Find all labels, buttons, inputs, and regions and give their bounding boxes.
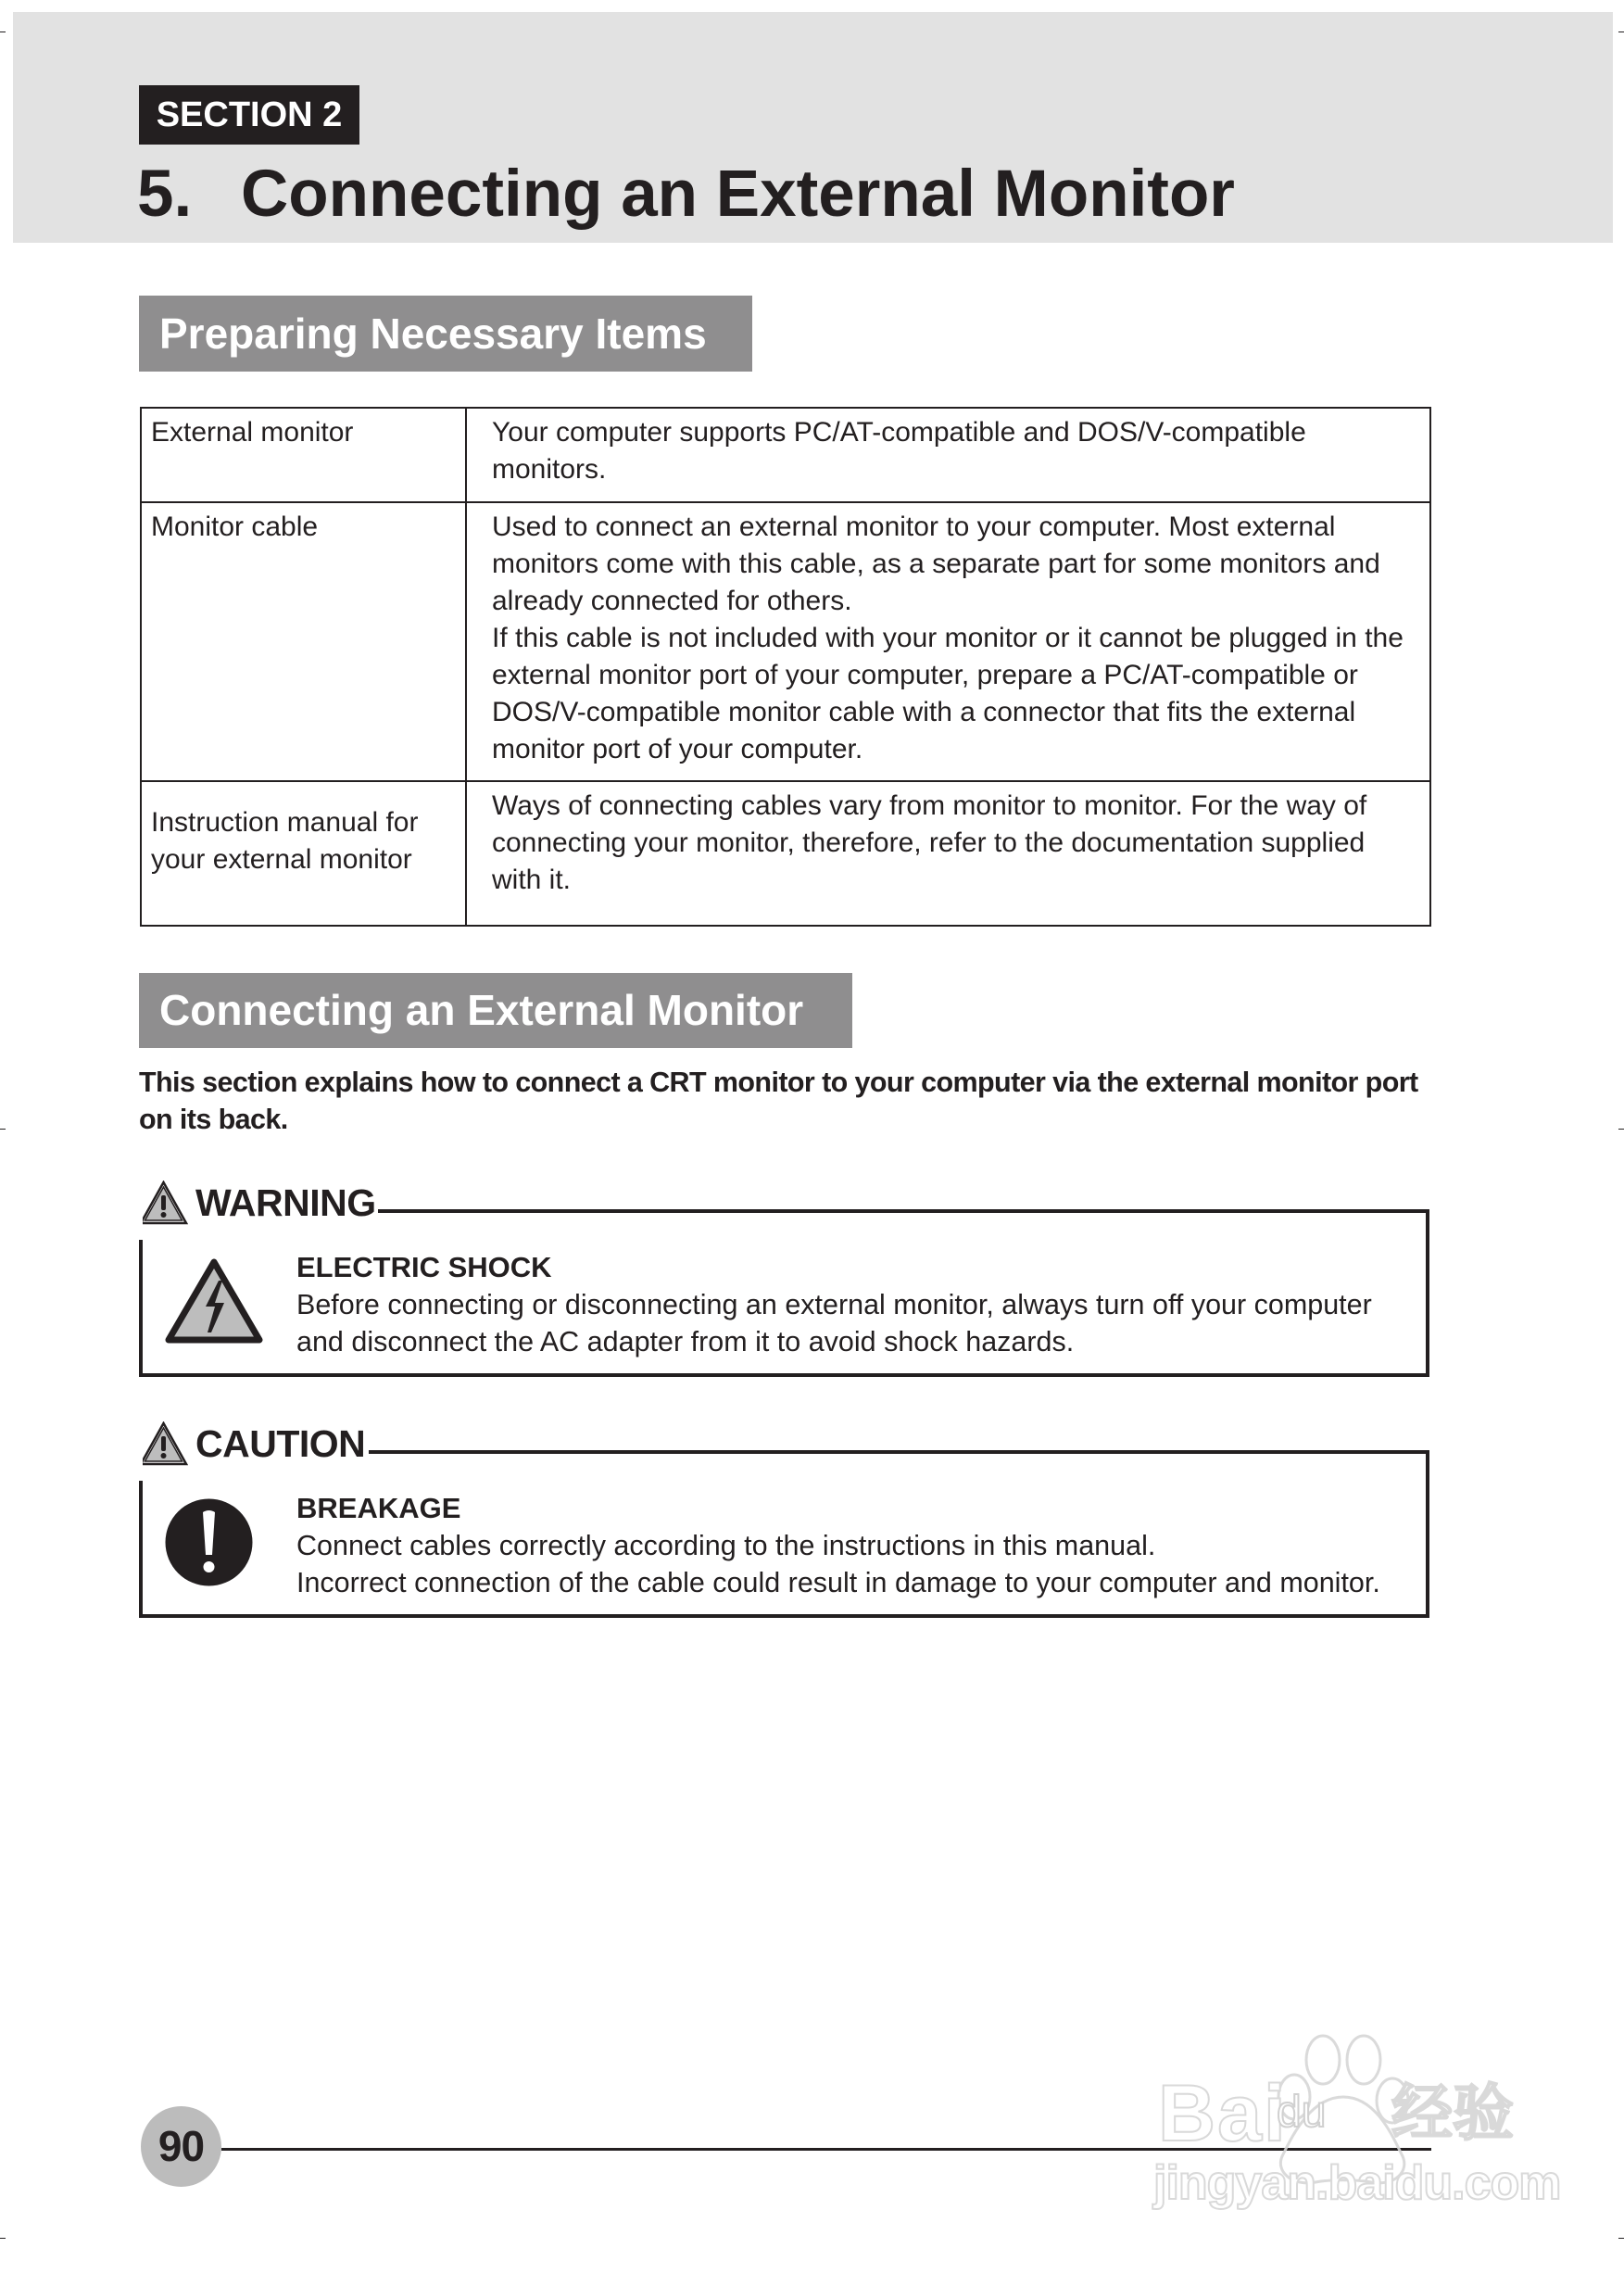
section-heading-preparing: Preparing Necessary Items xyxy=(139,296,752,372)
crop-mark xyxy=(0,2238,6,2239)
box-gap xyxy=(139,1453,143,1481)
warning-title: ELECTRIC SHOCK xyxy=(296,1251,552,1283)
crop-mark xyxy=(0,1129,6,1130)
page-number: 90 xyxy=(141,2106,221,2187)
intro-paragraph: This section explains how to connect a CRT monitor to your computer via the external monitor port on its back. xyxy=(139,1067,1418,1135)
item-description-para: If this cable is not included with your monitor or it cannot be plugged in the external monitor port of your computer, prepare a PC/AT-compatible or DOS/V-compatible monitor cable with a connector that fits the external monitor port of your computer. xyxy=(492,623,1404,764)
caution-label: CAUTION xyxy=(195,1422,366,1465)
item-name: Instruction manual for your external monitor xyxy=(141,781,466,926)
chapter-number: 5. xyxy=(137,158,193,231)
caution-body xyxy=(296,1490,1380,1601)
box-gap xyxy=(139,1212,143,1240)
warning-text-line: Before connecting or disconnecting an external monitor, always turn off your computer xyxy=(296,1289,1372,1320)
watermark-url: jingyan.baidu.com xyxy=(1153,2156,1561,2210)
table-row xyxy=(141,408,1430,502)
watermark-brand: Bai xyxy=(1158,2069,1288,2158)
item-description xyxy=(466,502,1430,781)
caution-text-line: Connect cables correctly according to the instructions in this manual. xyxy=(296,1530,1156,1561)
electric-shock-icon xyxy=(165,1258,263,1344)
crop-mark xyxy=(1618,1129,1624,1130)
chapter-title: Connecting an External Monitor xyxy=(241,158,1235,231)
warning-text-line: and disconnect the AC adapter from it to avoid shock hazards. xyxy=(296,1326,1075,1357)
page-title xyxy=(137,156,1235,234)
warning-label: WARNING xyxy=(195,1181,376,1224)
necessary-items-table xyxy=(140,407,1431,927)
item-name: Monitor cable xyxy=(141,502,466,781)
table-row xyxy=(141,781,1430,926)
caution-text-line: Incorrect connection of the cable could result in damage to your computer and monitor. xyxy=(296,1567,1380,1598)
section-badge: SECTION 2 xyxy=(139,85,359,145)
warning-body xyxy=(296,1249,1372,1360)
item-description-para: Used to connect an external monitor to your computer. Most external monitors come with this cable, as a separate part for some monitors and already connected for others. xyxy=(492,511,1380,616)
watermark-brand-cjk: 经验 xyxy=(1391,2078,1514,2147)
section-heading-connecting: Connecting an External Monitor xyxy=(139,973,852,1048)
item-description: Ways of connecting cables vary from monitor to monitor. For the way of connecting your monitor, therefore, refer to the documentation supplied with it. xyxy=(466,781,1430,926)
caution-title: BREAKAGE xyxy=(296,1492,461,1524)
watermark-brand-du: du xyxy=(1277,2088,1327,2137)
crop-mark xyxy=(1618,2238,1624,2239)
item-description: Your computer supports PC/AT-compatible and DOS/V-compatible monitors. xyxy=(466,408,1430,502)
item-name: External monitor xyxy=(141,408,466,502)
exclamation-circle-icon xyxy=(164,1497,254,1587)
table-row xyxy=(141,502,1430,781)
